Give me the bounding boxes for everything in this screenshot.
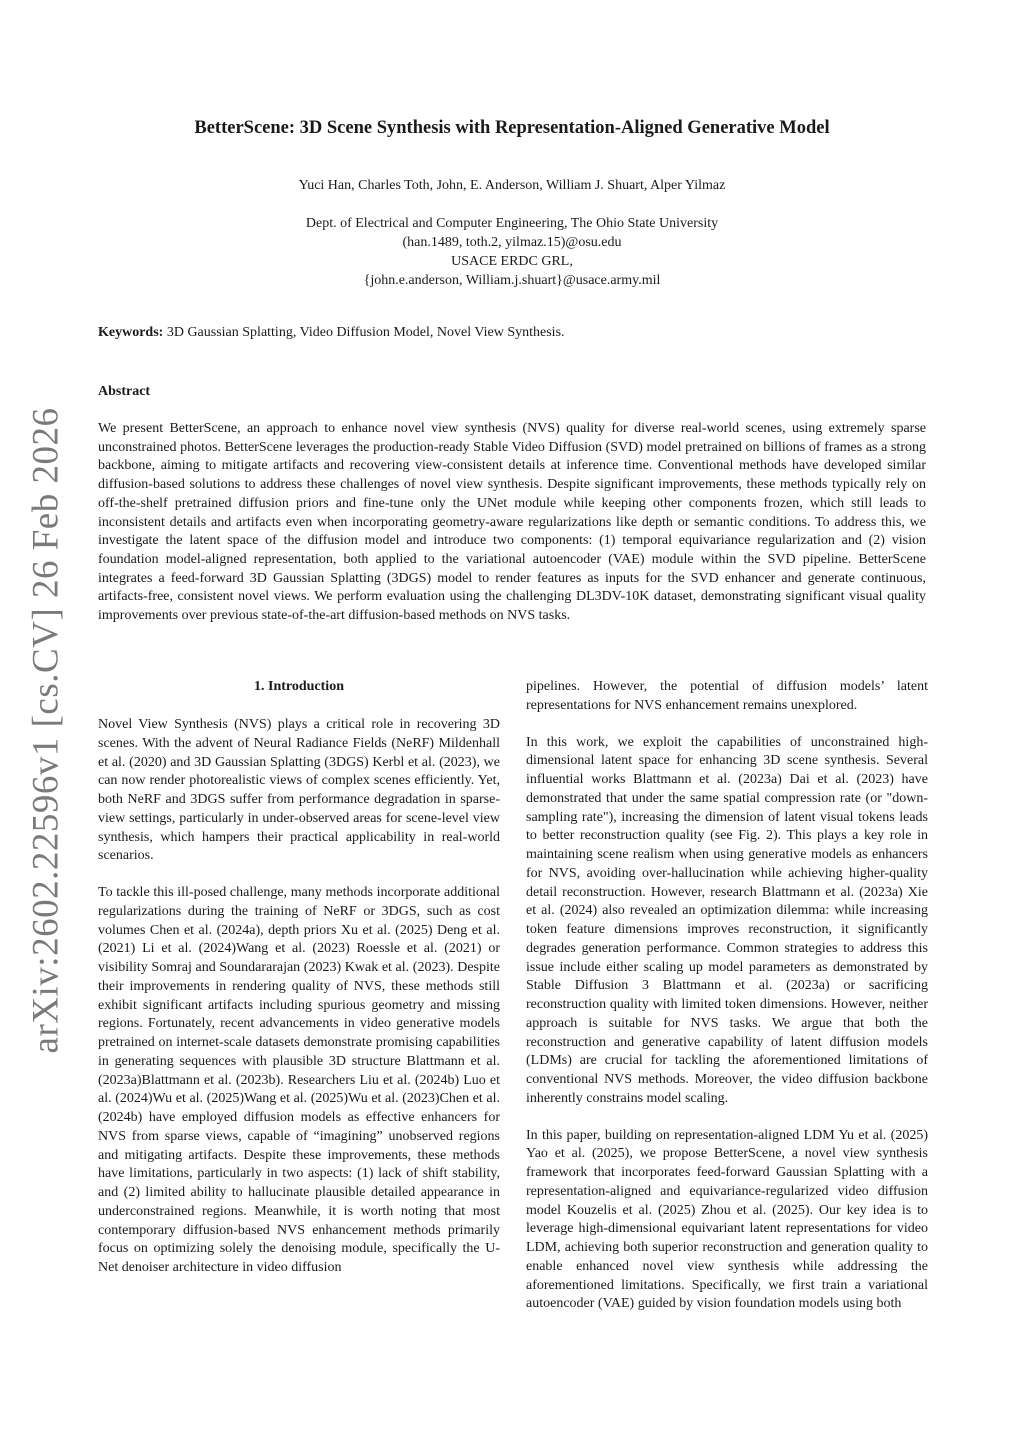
intro-paragraph: pipelines. However, the potential of diffusion models’ latent representations for NVS enhancement remains unexplored.	[526, 679, 928, 713]
affiliation-line-3: USACE ERDC GRL,	[451, 254, 573, 269]
introduction-heading: 1. Introduction	[254, 679, 344, 694]
right-column	[526, 678, 928, 1332]
intro-paragraph: In this work, we exploit the capabilities of unconstrained high-dimensional latent space for enhancing 3D scene synthesis. Several influential works Blattmann et al. (2023a) Dai et al. (2023) have demonstrated that under the same spatial compression rate (or "down-sampling rate"), increasing the dimension of latent visual tokens leads to better reconstruction quality (see Fig. 2). This plays a key role in maintaining scene realism when using generative models as enhancers for NVS, avoiding over-hallucination while achieving higher-quality detail reconstruction. However, research Blattmann et al. (2023a) Xie et al. (2024) also revealed an optimization dilemma: while increasing token feature dimensions improves reconstruction, it significantly degrades generation performance. Common strategies to address this issue include either scaling up model parameters as demonstrated by Stable Diffusion 3 Blattmann et al. (2023a) or sacrificing reconstruction quality with limited token dimensions. However, neither approach is suitable for NVS tasks. We argue that both the reconstruction and generative capability of latent diffusion models (LDMs) are crucial for tackling the aforementioned limitations of conventional NVS methods. Moreover, the video diffusion backbone inherently constrains model scaling.	[526, 734, 928, 1106]
arxiv-identifier	[16, 407, 76, 1053]
affiliation-line-2: (han.1489, toth.2, yilmaz.15)@osu.edu	[402, 235, 622, 250]
keywords-label: Keywords:	[98, 325, 164, 340]
keywords-line	[98, 325, 926, 341]
affiliation-block	[98, 214, 926, 290]
abstract-heading: Abstract	[98, 384, 151, 399]
affiliation-line-4: {john.e.anderson, William.j.shuart}@usace.army.mil	[363, 273, 661, 288]
affiliation-line-1: Dept. of Electrical and Computer Engineering, The Ohio State University	[305, 216, 719, 231]
intro-paragraph: Novel View Synthesis (NVS) plays a critical role in recovering 3D scenes. With the advent of Neural Radiance Fields (NeRF) Mildenhall et al. (2020) and 3D Gaussian Splatting (3DGS) Kerbl et al. (2023), we can now render photorealistic views of complex scenes efficiently. Yet, both NeRF and 3DGS suffer from performance degradation in sparse-view settings, particularly in under-observed areas for scene-level view synthesis, which hampers their practical applicability in real-world scenarios.	[98, 717, 500, 864]
left-column	[98, 678, 500, 1296]
author-list: Yuci Han, Charles Toth, John, E. Anderson, William J. Shuart, Alper Yilmaz	[298, 178, 726, 193]
intro-paragraph: To tackle this ill-posed challenge, many methods incorporate additional regularizations during the training of NeRF or 3DGS, such as cost volumes Chen et al. (2024a), depth priors Xu et al. (2025) Deng et al. (2021) Li et al. (2024)Wang et al. (2023) Roessle et al. (2021) or visibility Somraj and Soundararajan (2023) Kwak et al. (2023). Despite their improvements in rendering quality of NVS, these methods still exhibit significant artifacts including spurious geometry and missing regions. Fortunately, recent advancements in video generative models pretrained on internet-scale datasets demonstrate promising capabilities in generating sequences with plausible 3D structure Blattmann et al. (2023a)Blattmann et al. (2023b). Researchers Liu et al. (2024b) Luo et al. (2024)Wu et al. (2025)Wang et al. (2025)Wu et al. (2023)Chen et al. (2024b) have employed diffusion models as effective enhancers for NVS from sparse views, capable of “imagining” unobserved regions and mitigating artifacts. Despite these improvements, these methods have limitations, particularly in two aspects: (1) lack of shift stability, and (2) limited ability to hallucinate plausible detailed appearance in underconstrained regions. Meanwhile, it is worth noting that most contemporary diffusion-based NVS enhancement methods primarily focus on optimizing solely the denoising module, specifically the U-Net denoiser architecture in video diffusion	[98, 885, 500, 1275]
abstract-text: We present BetterScene, an approach to enhance novel view synthesis (NVS) quality for diverse real-world scenes, using extremely sparse unconstrained photos. BetterScene leverages the production-ready Stable Video Diffusion (SVD) model pretrained on billions of frames as a strong backbone, aiming to mitigate artifacts and recovering view-consistent details at inference time. Conventional methods have developed similar diffusion-based solutions to address these challenges of novel view synthesis. Despite significant improvements, these methods typically rely on off-the-shelf pretrained diffusion priors and fine-tune only the UNet module while keeping other components frozen, which still leads to inconsistent details and artifacts even when incorporating geometry-aware regularizations like depth or semantic conditions. To address this, we investigate the latent space of the diffusion model and introduce two components: (1) temporal equivariance regularization and (2) vision foundation model-aligned representation, both applied to the variational autoencoder (VAE) module within the SVD pipeline. BetterScene integrates a feed-forward 3D Gaussian Splatting (3DGS) model to render features as inputs for the SVD enhancer and generate continuous, artifacts-free, consistent novel views. We perform evaluation using the challenging DL3DV-10K dataset, demonstrating significant visual quality improvements over previous state-of-the-art diffusion-based methods on NVS tasks.	[98, 421, 926, 624]
arxiv-identifier-text: arXiv:2602.22596v1 [cs.CV] 26 Feb 2026	[25, 407, 67, 1053]
keywords-text: 3D Gaussian Splatting, Video Diffusion Model, Novel View Synthesis.	[166, 325, 565, 340]
paper-title: BetterScene: 3D Scene Synthesis with Representation-Aligned Generative Model	[194, 118, 830, 138]
intro-paragraph: In this paper, building on representation-aligned LDM Yu et al. (2025) Yao et al. (2025), we propose BetterScene, a novel view synthesis framework that incorporates feed-forward Gaussian Splatting with a representation-aligned and equivariance-regularized video diffusion model Kouzelis et al. (2025) Zhou et al. (2025). Our key idea is to leverage high-dimensional equivariant latent representations for video LDM, achieving both superior reconstruction and generation quality to enable enhanced novel view synthesis while addressing the aforementioned limitations. Specifically, we first train a variational autoencoder (VAE) guided by vision foundation models using both	[526, 1127, 928, 1312]
